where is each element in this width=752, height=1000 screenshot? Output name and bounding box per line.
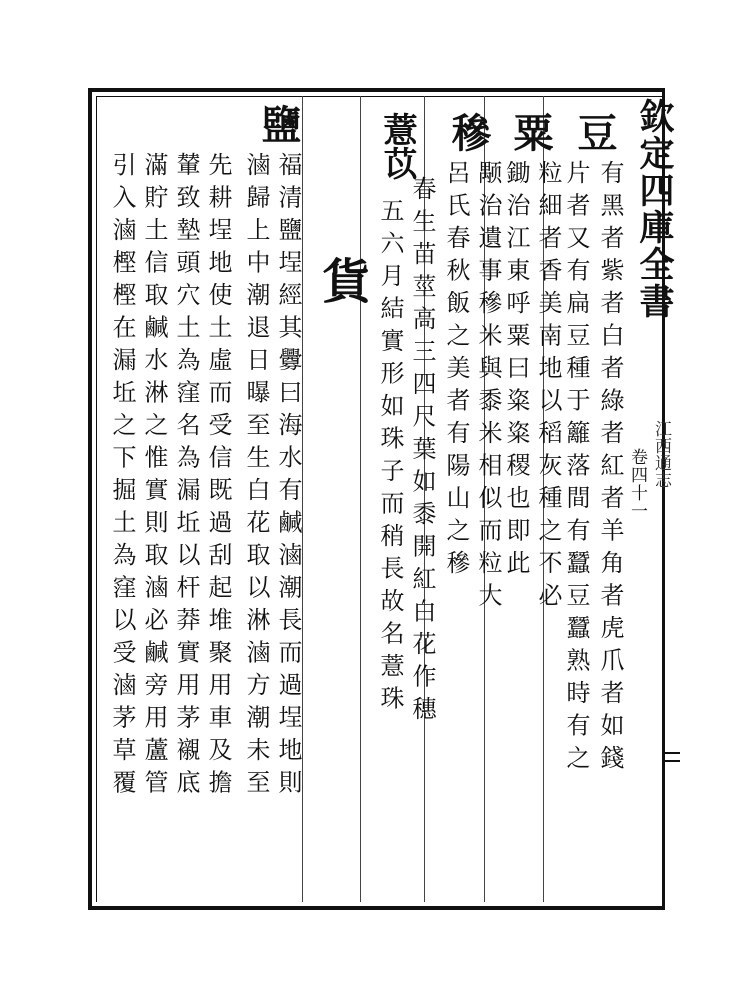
section-title: 貨 xyxy=(314,256,370,304)
entry-heading: 粟 xyxy=(507,112,554,152)
text-column: 粒細者香美南地以稻灰種之不必 xyxy=(534,160,562,615)
page-number-mark xyxy=(662,760,680,762)
text-column: 輦致墊頭穴土為窪名為漏坵以杆莽實用茅襯底 xyxy=(172,152,200,802)
column-rule xyxy=(360,96,361,902)
text-column: 五六月結實形如珠子而稍長故名薏珠 xyxy=(376,198,404,718)
entry-heading: 鹽 xyxy=(255,104,302,144)
book-title: 江西通志 xyxy=(651,420,671,488)
text-column: 春生苗莖高三四尺葉如黍開紅白花作穗 xyxy=(408,176,436,729)
page-number-mark xyxy=(662,752,680,754)
text-column: 滷歸上中潮退日曝至生白花取以淋滷方潮未至 xyxy=(242,152,270,802)
book-banner: 欽定四庫全書 xyxy=(634,98,675,320)
entry-heading: 薏苡 xyxy=(377,112,417,180)
text-column: 先耕埕地使土虛而受信既過刮起堆聚用車及擔 xyxy=(204,152,232,802)
text-column: 滿貯土信取鹹水淋之惟實則取滷必鹹旁用蘆管 xyxy=(140,152,168,802)
column-rule xyxy=(302,96,303,902)
inner-top-border xyxy=(96,96,662,97)
text-column: 引入滷樫樫在漏坵之下掘土為窪以受滷茅草覆 xyxy=(108,152,136,802)
volume-number: 卷四十一 xyxy=(627,448,647,520)
text-column: 福清鹽埕經其釁曰海水有鹹滷潮長而過埕地則 xyxy=(274,152,302,802)
entry-heading: 穇 xyxy=(445,112,492,152)
text-column: 颙治遺事穇米與黍米相似而粒大 xyxy=(474,160,502,615)
text-column: 片者又有扁豆種于籬落間有蠶豆蠶熟時有之 xyxy=(562,160,590,778)
text-column: 有黑者紫者白者綠者紅者羊角者虎爪者如錢 xyxy=(596,160,624,778)
text-column: 呂氏春秋飯之美者有陽山之穇 xyxy=(442,160,470,583)
text-column: 鋤治江東呼粟曰粢粢稷也即此 xyxy=(502,160,530,583)
inner-left-border xyxy=(96,96,97,902)
entry-heading: 豆 xyxy=(571,112,618,152)
